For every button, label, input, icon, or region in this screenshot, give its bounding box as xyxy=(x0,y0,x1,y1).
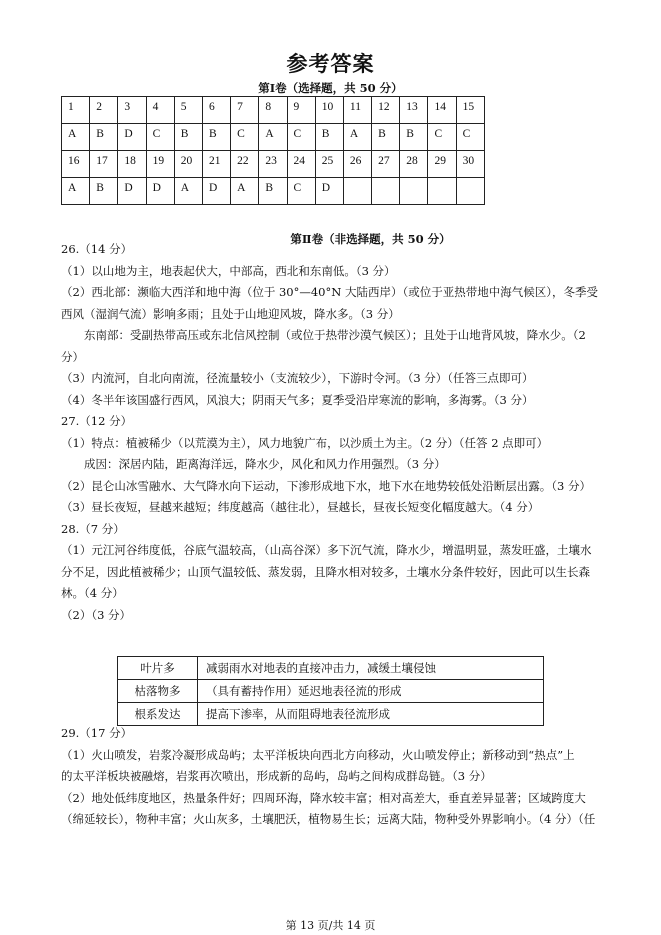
q29-1-line1: （1）火山喷发，岩浆冷凝形成岛屿；太平洋板块向西北方向移动，火山喷发停止；新移动到“热点”上 xyxy=(61,747,575,762)
table-row xyxy=(118,680,544,703)
section1-title: 第Ⅰ卷（选择题，共 50 分） xyxy=(258,81,403,95)
answer-cell: C xyxy=(456,124,484,151)
answer-cell: A xyxy=(259,124,287,151)
q28-1-line1: （1）元江河谷纬度低，谷底气温较高，（山高谷深）多下沉气流，降水少，增温明显，蒸发旺盛，土壤水 xyxy=(61,543,592,557)
answer-cell xyxy=(456,178,484,205)
q28-1-line2: 分不足，因此植被稀少；山顶气温较低、蒸发弱，且降水相对较多，土壤水分条件较好，因此可以生长森 xyxy=(61,564,590,579)
answer-number-cell: 28 xyxy=(400,151,428,178)
answer-number-cell: 19 xyxy=(146,151,174,178)
answer-table xyxy=(61,96,485,205)
answer-number-cell: 6 xyxy=(202,97,230,124)
answer-cell: A xyxy=(62,178,90,205)
table-key: 叶片多 xyxy=(118,657,198,680)
answer-number-cell: 15 xyxy=(456,97,484,124)
answer-number-cell: 3 xyxy=(118,97,146,124)
answer-cell: C xyxy=(287,178,315,205)
answer-cell: D xyxy=(118,124,146,151)
answer-number-cell: 18 xyxy=(118,151,146,178)
q26-4: （4）冬半年该国盛行西风，风浪大；阴雨天气多；夏季受沿岸寒流的影响，多海雾。（3 分） xyxy=(61,392,534,407)
table-value: 减弱雨水对地表的直接冲击力，减缓土壤侵蚀 xyxy=(198,657,544,680)
answer-row-1 xyxy=(62,124,485,151)
q28-heading: 28.（7 分） xyxy=(61,521,125,536)
answer-row-2 xyxy=(62,178,485,205)
answer-number-cell: 16 xyxy=(62,151,90,178)
answer-body-part2 xyxy=(61,723,601,831)
answer-number-cell: 30 xyxy=(456,151,484,178)
answer-cell: B xyxy=(315,124,343,151)
answer-number-cell: 14 xyxy=(428,97,456,124)
answer-number-cell: 26 xyxy=(343,151,371,178)
answer-number-cell: 5 xyxy=(174,97,202,124)
answer-cell: C xyxy=(287,124,315,151)
q29-2-line1: （2）地处低纬度地区，热量条件好；四周环海，降水较丰富；相对高差大，垂直差异显著；区域跨度大 xyxy=(61,790,586,805)
answer-number-cell: 9 xyxy=(287,97,315,124)
answer-cell: B xyxy=(90,124,118,151)
answer-number-cell: 22 xyxy=(231,151,259,178)
answer-cell: A xyxy=(343,124,371,151)
q29-2-line2: （绵延较长），物种丰富；火山灰多，土壤肥沃，植物易生长；远离大陆，物种受外界影响小。（4 分）（任 xyxy=(61,812,596,826)
table-key: 根系发达 xyxy=(118,703,198,726)
q26-2-line2: 西风（湿润气流）影响多雨；且处于山地迎风坡，降水多。（3 分） xyxy=(61,306,400,321)
q27-3: （3）昼长夜短，昼越来越短；纬度越高（越往北），昼越长，昼夜长短变化幅度越大。（4 分） xyxy=(61,500,540,514)
answer-cell: B xyxy=(90,178,118,205)
q26-2-cont: 分） xyxy=(61,349,84,364)
answer-cell xyxy=(372,178,400,205)
answer-number-cell: 20 xyxy=(174,151,202,178)
answer-cell: A xyxy=(62,124,90,151)
q28-1-line3: 林。（4 分） xyxy=(61,586,124,600)
answer-number-cell: 25 xyxy=(315,151,343,178)
answer-cell xyxy=(343,178,371,205)
answer-cell: D xyxy=(118,178,146,205)
answer-number-cell: 12 xyxy=(372,97,400,124)
answer-cell: D xyxy=(202,178,230,205)
answer-cell: A xyxy=(174,178,202,205)
answer-cell: B xyxy=(174,124,202,151)
answer-cell: C xyxy=(146,124,174,151)
answer-number-cell: 29 xyxy=(428,151,456,178)
answer-number-cell: 11 xyxy=(343,97,371,124)
answer-cell: B xyxy=(400,124,428,151)
answer-number-cell: 1 xyxy=(62,97,90,124)
answer-cell: B xyxy=(259,178,287,205)
table-key: 枯落物多 xyxy=(118,680,198,703)
page-title: 参考答案 xyxy=(286,52,375,76)
answer-cell: C xyxy=(231,124,259,151)
answer-number-row-1 xyxy=(62,97,485,124)
answer-number-cell: 23 xyxy=(259,151,287,178)
q26-2-southeast: 东南部：受副热带高压或东北信风控制（或位于热带沙漠气候区）；且处于山地背风坡，降水少。（2 xyxy=(84,328,586,342)
answer-number-cell: 7 xyxy=(231,97,259,124)
answer-cell: B xyxy=(372,124,400,151)
answer-cell: B xyxy=(202,124,230,151)
answer-number-cell: 10 xyxy=(315,97,343,124)
answer-number-cell: 17 xyxy=(90,151,118,178)
answer-cell: D xyxy=(146,178,174,205)
answer-body-part1 xyxy=(61,239,601,626)
q28-table xyxy=(117,656,544,726)
q27-1-cause: 成因：深居内陆，距离海洋远，降水少，风化和风力作用强烈。（3 分） xyxy=(84,457,446,471)
answer-cell: D xyxy=(315,178,343,205)
q26-2-line1: （2）西北部：濒临大西洋和地中海（位于 30°—40°N 大陆西岸）（或位于亚热带地中海气候区），冬季受 xyxy=(61,285,598,299)
answer-number-cell: 4 xyxy=(146,97,174,124)
q29-1-line2: 的太平洋板块被融熔，岩浆再次喷出，形成新的岛屿，岛屿之间构成群岛链。（3 分） xyxy=(61,769,492,783)
table-value: 提高下渗率，从而阻碍地表径流形成 xyxy=(198,703,544,726)
page-footer: 第 13 页/共 14 页 xyxy=(285,919,376,932)
q26-1: （1）以山地为主，地表起伏大，中部高，西北和东南低。（3 分） xyxy=(61,263,396,278)
q29-heading: 29.（17 分） xyxy=(61,726,133,740)
answer-cell: C xyxy=(428,124,456,151)
answer-number-cell: 21 xyxy=(202,151,230,178)
answer-number-cell: 13 xyxy=(400,97,428,124)
answer-cell: A xyxy=(231,178,259,205)
q26-3: （3）内流河，自北向南流，径流量较小（支流较少），下游时令河。（3 分）（任答三点即可） xyxy=(61,371,534,385)
answer-number-row-2 xyxy=(62,151,485,178)
answer-number-cell: 8 xyxy=(259,97,287,124)
q28-2: （2）（3 分） xyxy=(61,607,132,622)
q27-2: （2）昆仑山冰雪融水、大气降水向下运动，下渗形成地下水，地下水在地势较低处沿断层出露。（3 分） xyxy=(61,478,592,493)
answer-number-cell: 27 xyxy=(372,151,400,178)
q27-heading: 27.（12 分） xyxy=(61,414,133,428)
answer-cell xyxy=(428,178,456,205)
section2-title: 第Ⅱ卷（非选择题，共 50 分） xyxy=(290,232,451,246)
answer-number-cell: 24 xyxy=(287,151,315,178)
answer-number-cell: 2 xyxy=(90,97,118,124)
q26-heading: 26.（14 分） xyxy=(61,242,133,256)
answer-cell xyxy=(400,178,428,205)
q27-1: （1）特点：植被稀少（以荒漠为主），风力地貌广布，以沙质土为主。（2 分）（任答 2 点即可） xyxy=(61,435,549,450)
table-value: （具有蓄持作用）延迟地表径流的形成 xyxy=(198,680,544,703)
table-row xyxy=(118,657,544,680)
